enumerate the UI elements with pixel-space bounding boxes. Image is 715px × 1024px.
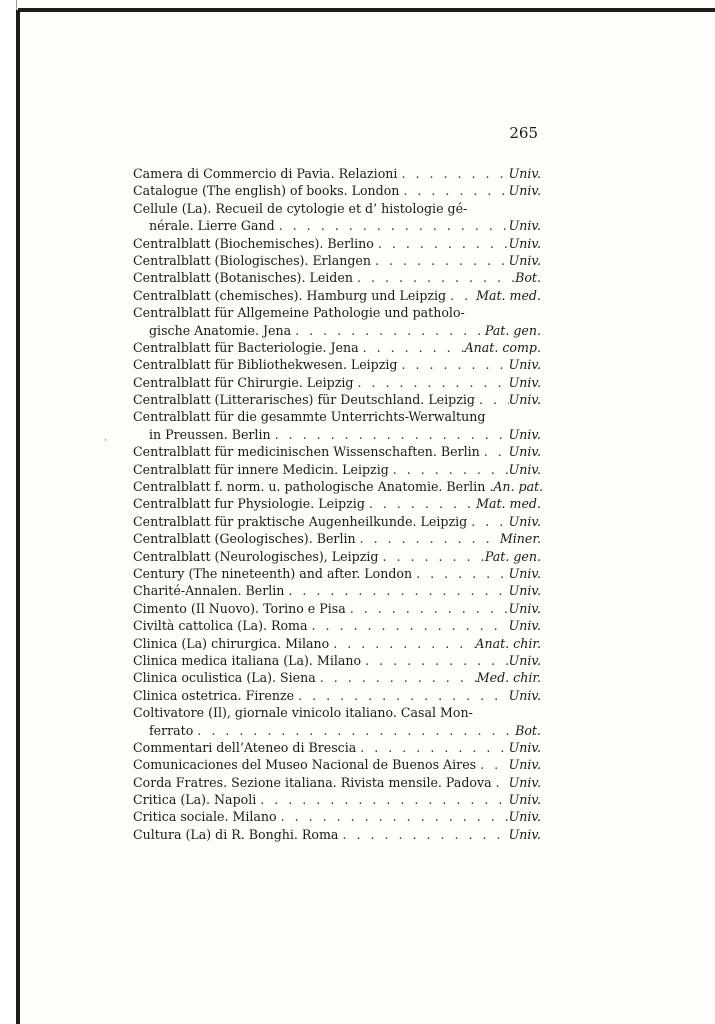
list-item xyxy=(133,304,541,339)
entry-line xyxy=(133,530,541,547)
entry-title: Centralblatt f. norm. u. pathologische Anatomie. Berlin xyxy=(133,479,486,495)
entry-location: Univ. xyxy=(508,252,541,268)
entry-location: Bot. xyxy=(515,722,541,738)
entry-line xyxy=(133,704,541,721)
entry-title: Cimento (Il Nuovo). Torino e Pisa xyxy=(133,600,346,616)
entry-location: Univ. xyxy=(508,513,541,529)
list-item xyxy=(133,617,541,634)
list-item xyxy=(133,165,541,182)
entry-line xyxy=(133,565,541,582)
page-number: 265 xyxy=(509,124,538,142)
list-item xyxy=(133,635,541,652)
entry-location: Univ. xyxy=(508,600,541,616)
entry-line xyxy=(133,217,541,234)
list-item xyxy=(133,704,541,739)
entry-title: Centralblatt (Botanisches). Leiden xyxy=(133,270,353,286)
entry-line xyxy=(133,443,541,460)
entry-title: Centralblatt (Biologisches). Erlangen xyxy=(133,252,371,268)
entry-title: Centralblatt (Litterarisches) für Deutschland. Leipzig xyxy=(133,392,475,408)
dot-leader xyxy=(397,165,508,182)
entry-location: Univ. xyxy=(508,687,541,703)
entry-location: Univ. xyxy=(508,218,541,234)
dot-leader xyxy=(346,600,509,617)
entry-location: Univ. xyxy=(508,739,541,755)
entry-title: Centralblatt fur Physiologie. Leipzig xyxy=(133,496,365,512)
entry-location: Univ. xyxy=(508,461,541,477)
entry-title: Century (The nineteenth) and after. London xyxy=(133,565,413,581)
entry-line xyxy=(133,478,544,495)
dot-leader xyxy=(446,287,476,304)
entry-title: Camera di Commercio di Pavia. Relazioni xyxy=(133,166,398,181)
entry-line xyxy=(133,669,541,686)
entry-location: Univ. xyxy=(508,792,541,808)
entry-title: Catalogue (The english) of books. London xyxy=(133,183,400,199)
entry-line xyxy=(133,269,541,286)
entry-line xyxy=(133,687,541,704)
entry-location: Univ. xyxy=(508,392,541,408)
dot-leader xyxy=(467,513,508,530)
entry-location: Miner. xyxy=(499,531,541,547)
dot-leader xyxy=(356,530,500,547)
entry-location: Univ. xyxy=(508,565,541,581)
entry-title: in Preussen. Berlin xyxy=(149,426,271,442)
entry-title: Charité-Annalen. Berlin xyxy=(133,583,285,599)
dot-leader xyxy=(397,356,508,373)
entry-location: Anat. comp. xyxy=(464,339,541,355)
list-item xyxy=(133,408,541,443)
entry-line xyxy=(133,200,541,217)
list-item xyxy=(133,652,541,669)
dot-leader xyxy=(492,774,509,791)
dot-leader xyxy=(284,582,508,599)
entry-line xyxy=(133,165,541,182)
dot-leader xyxy=(256,791,508,808)
entry-location: Univ. xyxy=(508,652,541,668)
entry-location: Univ. xyxy=(508,374,541,390)
entry-location: Univ. xyxy=(508,166,541,181)
list-item xyxy=(133,374,541,391)
dot-leader xyxy=(476,756,508,773)
entry-location: Univ. xyxy=(508,426,541,442)
entry-line xyxy=(133,356,541,373)
entry-location: Univ. xyxy=(508,183,541,199)
entry-title: Critica sociale. Milano xyxy=(133,809,277,825)
entry-line xyxy=(133,600,541,617)
entry-title: Centralblatt (Geologisches). Berlin xyxy=(133,531,356,547)
list-item xyxy=(133,182,541,199)
list-item xyxy=(133,791,541,808)
entry-title: Clinica oculistica (La). Siena xyxy=(133,670,316,686)
dot-leader xyxy=(480,443,509,460)
entry-title: Centralblatt für Bacteriologie. Jena xyxy=(133,339,359,355)
dot-leader xyxy=(294,687,509,704)
entry-title: Centralblatt für Bibliothekwesen. Leipzig xyxy=(133,357,398,373)
list-item xyxy=(133,739,541,756)
list-item xyxy=(133,252,541,269)
dot-leader xyxy=(356,739,508,756)
list-item xyxy=(133,287,541,304)
dot-leader xyxy=(361,652,509,669)
list-item xyxy=(133,269,541,286)
entry-line xyxy=(133,287,541,304)
dot-leader xyxy=(316,669,477,686)
dot-leader xyxy=(353,374,508,391)
entry-location: Mat. med. xyxy=(476,496,541,512)
entry-line xyxy=(133,513,541,530)
list-item xyxy=(133,200,541,235)
entry-line xyxy=(133,182,541,199)
entry-line xyxy=(133,582,541,599)
list-item xyxy=(133,687,541,704)
dot-leader xyxy=(374,235,509,252)
entry-line xyxy=(133,339,541,356)
entry-line xyxy=(133,252,541,269)
dot-leader xyxy=(308,617,509,634)
periodical-list xyxy=(133,165,544,843)
entry-location: Univ. xyxy=(508,618,541,634)
list-item xyxy=(133,339,541,356)
page-left-edge xyxy=(16,10,20,1024)
entry-line xyxy=(133,774,541,791)
entry-location: Univ. xyxy=(508,757,541,773)
entry-title: Centralblatt (chemisches). Hamburg und Leipzig xyxy=(133,287,447,303)
entry-title: Centralblatt für Chirurgie. Leipzig xyxy=(133,374,354,390)
entry-location: Univ. xyxy=(508,357,541,373)
entry-location: Univ. xyxy=(508,444,541,460)
entry-location: Pat. gen. xyxy=(484,548,541,564)
list-item xyxy=(133,391,541,408)
dot-leader xyxy=(291,322,485,339)
dot-leader xyxy=(475,391,509,408)
dot-leader xyxy=(275,217,509,234)
entry-line xyxy=(133,461,541,478)
dot-leader xyxy=(359,339,465,356)
entry-title: Centralblatt für Allgemeine Pathologie und patholo- xyxy=(133,305,465,321)
dot-leader xyxy=(378,548,484,565)
dot-leader xyxy=(338,826,508,843)
entry-line xyxy=(133,322,541,339)
entry-location: Univ. xyxy=(508,826,541,842)
entry-line xyxy=(133,391,541,408)
entry-title: Clinica (La) chirurgica. Milano xyxy=(133,635,330,651)
entry-line xyxy=(133,808,541,825)
list-item xyxy=(133,478,544,495)
entry-line xyxy=(133,548,541,565)
entry-line xyxy=(133,617,541,634)
entry-location: Univ. xyxy=(508,809,541,825)
list-item xyxy=(133,495,541,512)
entry-title: nérale. Lierre Gand xyxy=(149,218,275,234)
entry-location: Anat. chir. xyxy=(475,635,541,651)
list-item xyxy=(133,235,541,252)
list-item xyxy=(133,565,541,582)
entry-location: Med. chir. xyxy=(476,670,541,686)
list-item xyxy=(133,356,541,373)
entry-location: Mat. med. xyxy=(476,287,541,303)
entry-title: Comunicaciones del Museo Nacional de Buenos Aires xyxy=(133,757,477,773)
entry-title: Corda Fratres. Sezione italiana. Rivista mensile. Padova xyxy=(133,774,492,790)
entry-line xyxy=(133,235,541,252)
entry-location: An. pat. xyxy=(493,479,544,495)
entry-title: Cellule (La). Recueil de cytologie et d’ histologie gé- xyxy=(133,200,468,216)
entry-title: Clinica ostetrica. Firenze xyxy=(133,687,295,703)
dot-leader xyxy=(399,182,508,199)
entry-title: Cultura (La) di R. Bonghi. Roma xyxy=(133,826,339,842)
entry-title: gische Anatomie. Jena xyxy=(149,322,292,338)
list-item xyxy=(133,669,541,686)
entry-line xyxy=(133,739,541,756)
list-item xyxy=(133,443,541,460)
list-item xyxy=(133,582,541,599)
list-item xyxy=(133,808,541,825)
list-item xyxy=(133,600,541,617)
entry-location: Univ. xyxy=(508,235,541,251)
entry-title: Centralblatt (Biochemisches). Berlino xyxy=(133,235,374,251)
list-item xyxy=(133,774,541,791)
entry-location: Univ. xyxy=(508,583,541,599)
entry-title: Centralblatt für medicinischen Wissenschaften. Berlin xyxy=(133,444,480,460)
entry-line xyxy=(133,426,541,443)
list-item xyxy=(133,548,541,565)
entry-title: Critica (La). Napoli xyxy=(133,792,257,808)
entry-location: Bot. xyxy=(515,270,541,286)
entry-title: Commentari dell’Ateneo di Brescia xyxy=(133,739,357,755)
dot-leader xyxy=(412,565,509,582)
entry-line xyxy=(133,374,541,391)
dot-leader xyxy=(365,495,476,512)
entry-title: ferrato xyxy=(149,722,194,738)
list-item xyxy=(133,530,541,547)
entry-line xyxy=(133,408,541,425)
entry-title: Centralblatt für die gesammte Unterrichts-Werwaltung xyxy=(133,409,486,425)
entry-title: Centralblatt (Neurologisches), Leipzig xyxy=(133,548,379,564)
dot-leader xyxy=(371,252,509,269)
dot-leader xyxy=(389,461,509,478)
dot-leader xyxy=(329,635,475,652)
entry-line xyxy=(133,652,541,669)
dot-leader xyxy=(271,426,509,443)
entry-line xyxy=(133,304,541,321)
margin-mark: · xyxy=(104,436,107,446)
entry-location: Pat. gen. xyxy=(484,322,541,338)
dot-leader xyxy=(193,722,515,739)
entry-title: Civiltà cattolica (La). Roma xyxy=(133,618,308,634)
entry-title: Centralblatt für praktische Augenheilkunde. Leipzig xyxy=(133,513,468,529)
entry-title: Coltivatore (Il), giornale vinicolo italiano. Casal Mon- xyxy=(133,705,473,721)
entry-line xyxy=(133,826,541,843)
entry-line xyxy=(133,722,541,739)
page-top-edge xyxy=(18,8,715,12)
entry-location: Univ. xyxy=(508,774,541,790)
entry-line xyxy=(133,791,541,808)
list-item xyxy=(133,826,541,843)
entry-title: Centralblatt für innere Medicin. Leipzig xyxy=(133,461,389,477)
entry-title: Clinica medica italiana (La). Milano xyxy=(133,652,362,668)
entry-line xyxy=(133,495,541,512)
list-item xyxy=(133,513,541,530)
dot-leader xyxy=(353,269,515,286)
list-item xyxy=(133,756,541,773)
page-gutter xyxy=(0,0,17,1024)
entry-line xyxy=(133,635,541,652)
entry-line xyxy=(133,756,541,773)
list-item xyxy=(133,461,541,478)
dot-leader xyxy=(277,808,509,825)
